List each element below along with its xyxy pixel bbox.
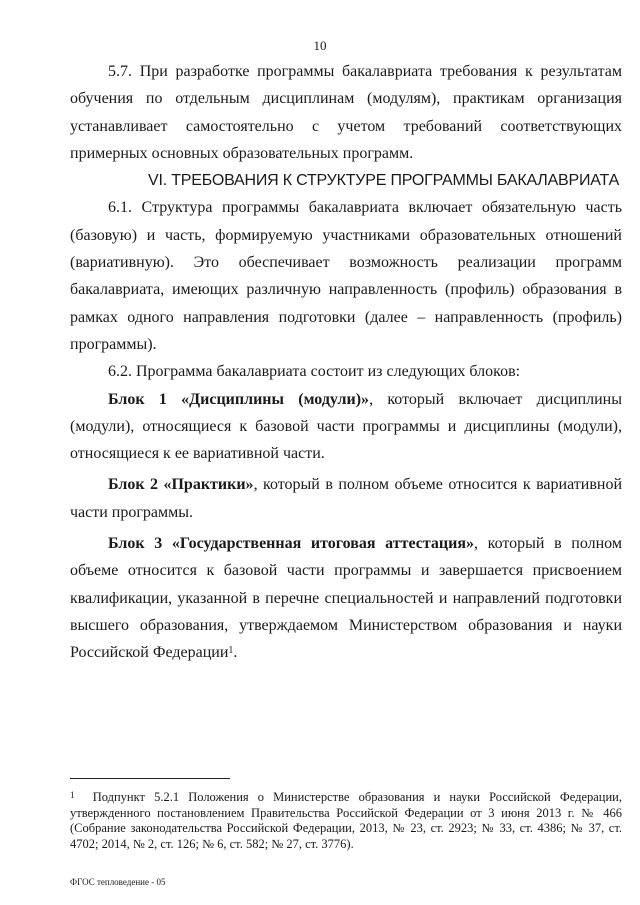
paragraph-5-7: 5.7. При разработке программы бакалавриата требования к результатам обучения по отдельным дисциплинам (модулям), практикам организация устанавливает самостоятельно с учетом требований соответствующих примерных основных образовательных программ. [70,63,622,162]
block-2-text: , который в полном объеме относится к вариативной части программы. [70,476,623,521]
block-1-paragraph [70,386,622,468]
footnote-divider [70,778,230,779]
section-title: VI. ТРЕБОВАНИЯ К СТРУКТУРЕ ПРОГРАММЫ БАКАЛАВРИАТА [148,172,620,190]
footnote [70,790,622,852]
block-1-title: Блок 1 «Дисциплины (модули)» [108,390,370,408]
paragraph-6-1: 6.1. Структура программы бакалавриата включает обязательную часть (базовую) и часть, формируемую участниками образовательных отношений (вариативную). Это обеспечивает возможность реализации программ бакалавриата, имеющих различную направленность (профиль) образования в рамках одного направления подготовки (далее – направленность (профиль) программы). [70,199,622,353]
document-code: ФГОС тепловедение - 05 [70,877,166,887]
block-3-title: Блок 3 «Государственная итоговая аттестация» [108,535,474,553]
block-2-paragraph [70,471,622,526]
block-3-end: . [233,644,238,662]
page-number: 10 [313,38,327,53]
paragraph-6-2: 6.2. Программа бакалавриата состоит из следующих блоков: [108,363,521,381]
footnote-reference[interactable]: 1 [228,645,234,657]
document-body [70,58,622,667]
footnote-mark: 1 [70,790,75,800]
block-3-text: , который в полном объеме относится к базовой части программы и завершается присвоением квалификации, указанной в перечне специальностей и направлений подготовки высшего образования, утверждаемом Министерством образования и науки Российской Федерации [70,535,622,662]
block-2-title: Блок 2 «Практики» [108,476,254,494]
block-3-paragraph [70,530,622,666]
block-1-text: , который включает дисциплины (модули), относящиеся к базовой части программы и дисциплины (модули), относящиеся к ее вариативной части. [70,390,622,463]
footnote-text: Подпункт 5.2.1 Положения о Министерстве образования и науки Российской Федерации, утвержденного постановлением Правительства Российской Федерации от 3 июня 2013 г. № 466 (Собрание законодательства Российской Федерации, 2013, № 23, ст. 2923; № 33, ст. 4386; № 37, ст. 4702; 2014, № 2, ст. 126; № 6, ст. 582; № 27, ст. 3776). [70,790,622,851]
